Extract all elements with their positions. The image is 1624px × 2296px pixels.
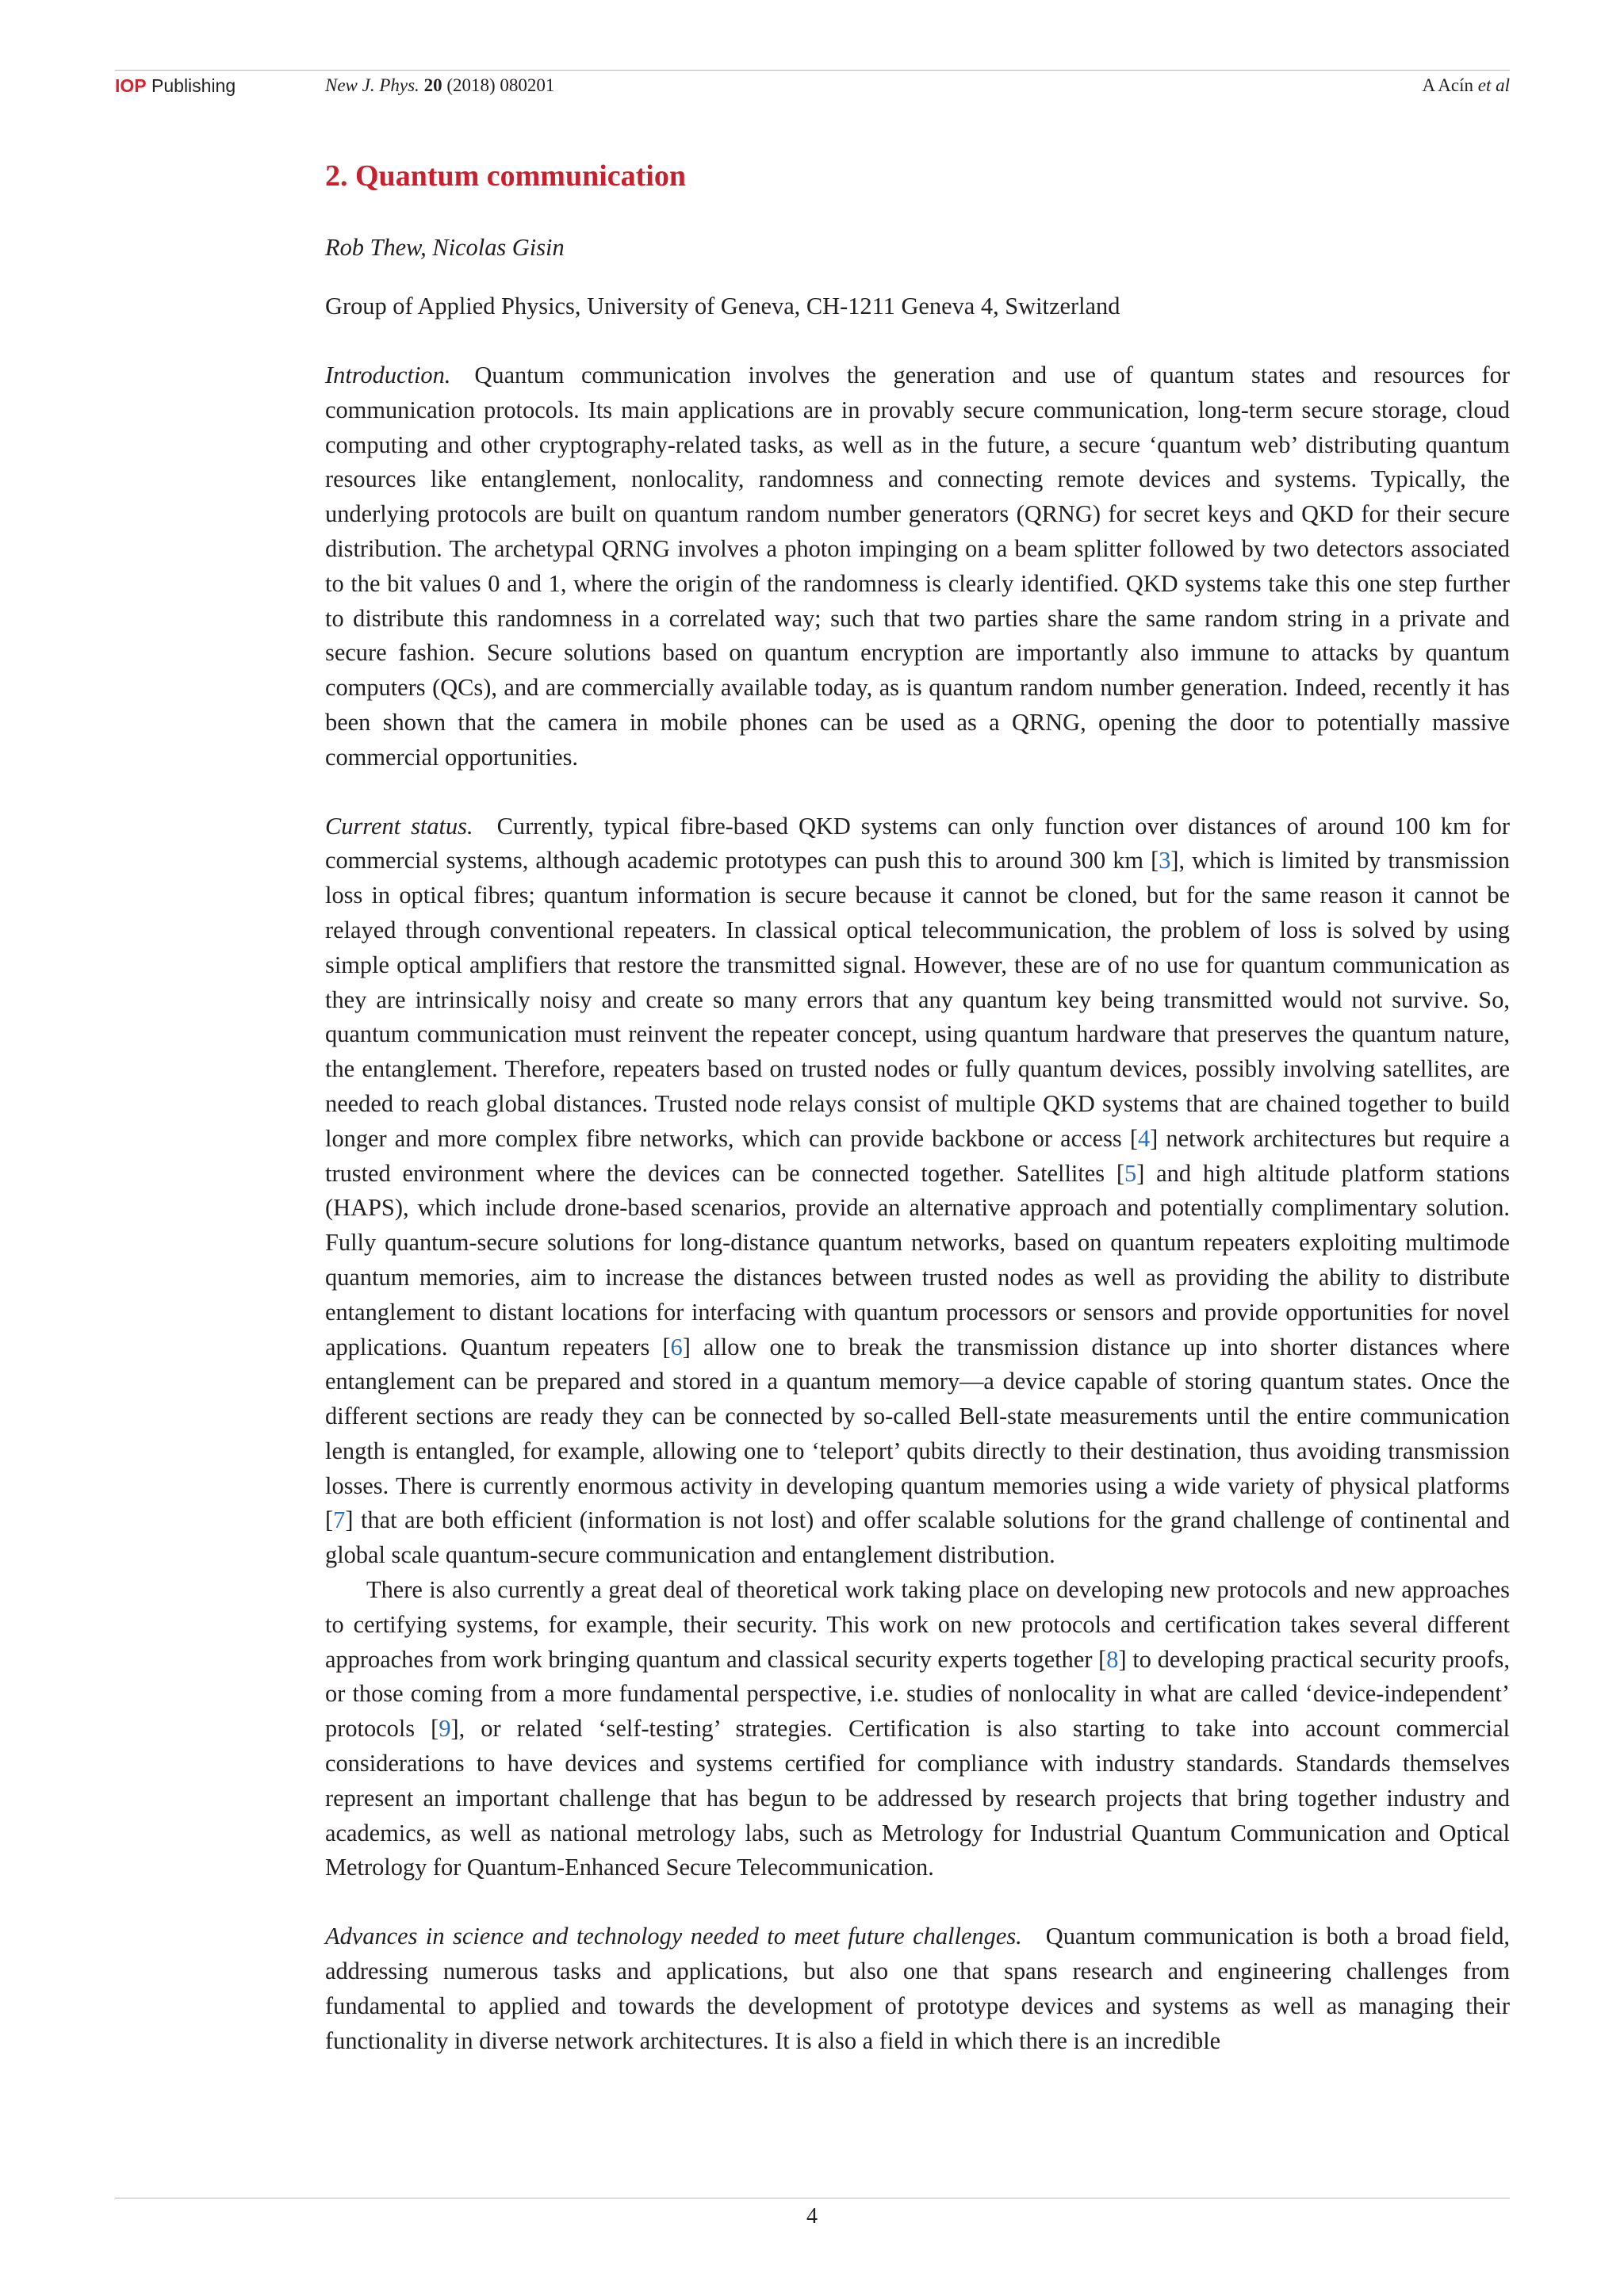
reference-link[interactable]: 5 bbox=[1124, 1159, 1137, 1187]
paragraph-introduction bbox=[325, 358, 1510, 775]
journal-name: New J. Phys. bbox=[325, 75, 419, 95]
publisher-logo bbox=[115, 70, 236, 101]
reference-link[interactable]: 6 bbox=[670, 1333, 683, 1360]
paragraph-text: Currently, typical fibre-based QKD systems can only function over distances of around 100 km for commercial systems, although academic prototypes can push this to around 300 km [ bbox=[325, 812, 1510, 874]
reference-link[interactable]: 8 bbox=[1106, 1645, 1119, 1673]
journal-year-article: (2018) 080201 bbox=[442, 75, 555, 95]
running-header bbox=[115, 70, 1510, 101]
journal-citation bbox=[325, 70, 554, 101]
publisher-logo-mark: IOP bbox=[115, 75, 147, 96]
reference-link[interactable]: 9 bbox=[439, 1715, 451, 1743]
publisher-logo-text: Publishing bbox=[146, 75, 236, 96]
paragraph-text: There is also currently a great deal of theoretical work taking place on developing new protocols and new approaches to certifying systems, for example, their security. This work on new protocols and certification takes several different approaches from work bringing quantum and classical security experts together [ bbox=[325, 1576, 1510, 1673]
article-body bbox=[325, 155, 1510, 2058]
paragraph-advances bbox=[325, 1919, 1510, 2058]
paragraph-current-status bbox=[325, 809, 1510, 1574]
paragraph-text: Quantum communication is both a broad field, addressing numerous tasks and applications, but also one that spans research and engineering challenges from fundamental to applied and towards the development of prototype devices and systems as well as managing their functionality in diverse network architectures. It is also a field in which there is an incredible bbox=[325, 1923, 1511, 2054]
paragraph-text: ] allow one to break the transmission distance up into shorter distances where entanglement can be prepared and stored in a quantum memory—a device capable of storing quantum states. Once the different sections are ready they can be connected by so-called Bell-state measurements until the entire communication length is entangled, for example, allowing one to ‘teleport’ qubits directly to their destination, thus avoiding transmission losses. There is currently enormous activity in developing quantum memories using a wide variety of physical platforms [ bbox=[325, 1333, 1510, 1534]
header-authors bbox=[1422, 70, 1510, 101]
reference-link[interactable]: 3 bbox=[1159, 847, 1171, 874]
section-title: 2. Quantum communication bbox=[325, 159, 686, 193]
header-et-al: et al bbox=[1477, 75, 1510, 95]
runin-heading-advances: Advances in science and technology needed to meet future challenges. bbox=[325, 1923, 1022, 1950]
runin-heading-introduction: Introduction. bbox=[325, 361, 451, 388]
reference-link[interactable]: 4 bbox=[1137, 1124, 1151, 1152]
paragraph-certification bbox=[325, 1573, 1510, 1885]
runin-heading-current-status: Current status. bbox=[325, 812, 473, 840]
section-affiliation: Group of Applied Physics, University of Geneva, CH-1211 Geneva 4, Switzerland bbox=[325, 293, 1120, 320]
journal-volume: 20 bbox=[423, 75, 442, 95]
paragraph-text: ], which is limited by transmission loss in optical fibres; quantum information is secure because it cannot be cloned, but for the same reason it cannot be relayed through conventional repeaters. In classical optical telecommunication, the problem of loss is solved by using simple optical amplifiers that restore the transmitted signal. However, these are of no use for quantum communication as they are intrinsically noisy and create so many errors that any quantum key being transmitted would not survive. So, quantum communication must reinvent the repeater concept, using quantum hardware that preserves the quantum nature, the entanglement. Therefore, repeaters based on trusted nodes or fully quantum devices, possibly involving satellites, are needed to reach global distances. Trusted node relays consist of multiple QKD systems that are chained together to build longer and more complex fibre networks, which can provide backbone or access [ bbox=[325, 847, 1510, 1152]
page-number: 4 bbox=[806, 2204, 818, 2229]
paragraph-text: ] to developing practical security proofs, or those coming from a more fundamental perspective, i.e. studies of nonlocality in what are called ‘device-independent’ protocols [ bbox=[325, 1645, 1510, 1743]
paragraph-text: ] that are both efficient (information is not lost) and offer scalable solutions for the grand challenge of continental and global scale quantum-secure communication and entanglement distribution. bbox=[325, 1506, 1510, 1569]
paragraph-text: ] network architectures but require a trusted environment where the devices can be connected together. Satellites [ bbox=[325, 1124, 1510, 1187]
paragraph-text: ] and high altitude platform stations (HAPS), which include drone-based scenarios, provide an alternative approach and potentially complimentary solution. Fully quantum-secure solutions for long-distance quantum networks, based on quantum repeaters exploiting multimode quantum memories, aim to increase the distances between trusted nodes as well as providing the ability to distribute entanglement to distant locations for interfacing with quantum processors or sensors and provide opportunities for novel applications. Quantum repeaters [ bbox=[325, 1159, 1510, 1360]
section-authors: Rob Thew, Nicolas Gisin bbox=[325, 234, 565, 261]
header-author-name: A Acín bbox=[1422, 75, 1478, 95]
paragraph-text: ], or related ‘self-testing’ strategies. Certification is also starting to take into account commercial considerations to have devices and systems certified for compliance with industry standards. Standards themselves represent an important challenge that has begun to be addressed by research projects that bring together industry and academics, as well as national metrology labs, such as Metrology for Industrial Quantum Communication and Optical Metrology for Quantum-Enhanced Secure Telecommunication. bbox=[325, 1715, 1510, 1881]
reference-link[interactable]: 7 bbox=[333, 1506, 346, 1534]
paragraph-text: Quantum communication involves the generation and use of quantum states and resources for communication protocols. Its main applications are in provably secure communication, long-term secure storage, cloud computing and other cryptography-related tasks, as well as in the future, a secure ‘quantum web’ distributing quantum resources like entanglement, nonlocality, randomness and connecting remote devices and systems. Typically, the underlying protocols are built on quantum random number generators (QRNG) for secret keys and QKD for their secure distribution. The archetypal QRNG involves a photon impinging on a beam splitter followed by two detectors associated to the bit values 0 and 1, where the origin of the randomness is clearly identified. QKD systems take this one step further to distribute this randomness in a correlated way; such that two parties share the same random string in a private and secure fashion. Secure solutions based on quantum encryption are importantly also immune to attacks by quantum computers (QCs), and are commercially available today, as is quantum random number generation. Indeed, recently it has been shown that the camera in mobile phones can be used as a QRNG, opening the door to potentially massive commercial opportunities. bbox=[325, 361, 1510, 771]
